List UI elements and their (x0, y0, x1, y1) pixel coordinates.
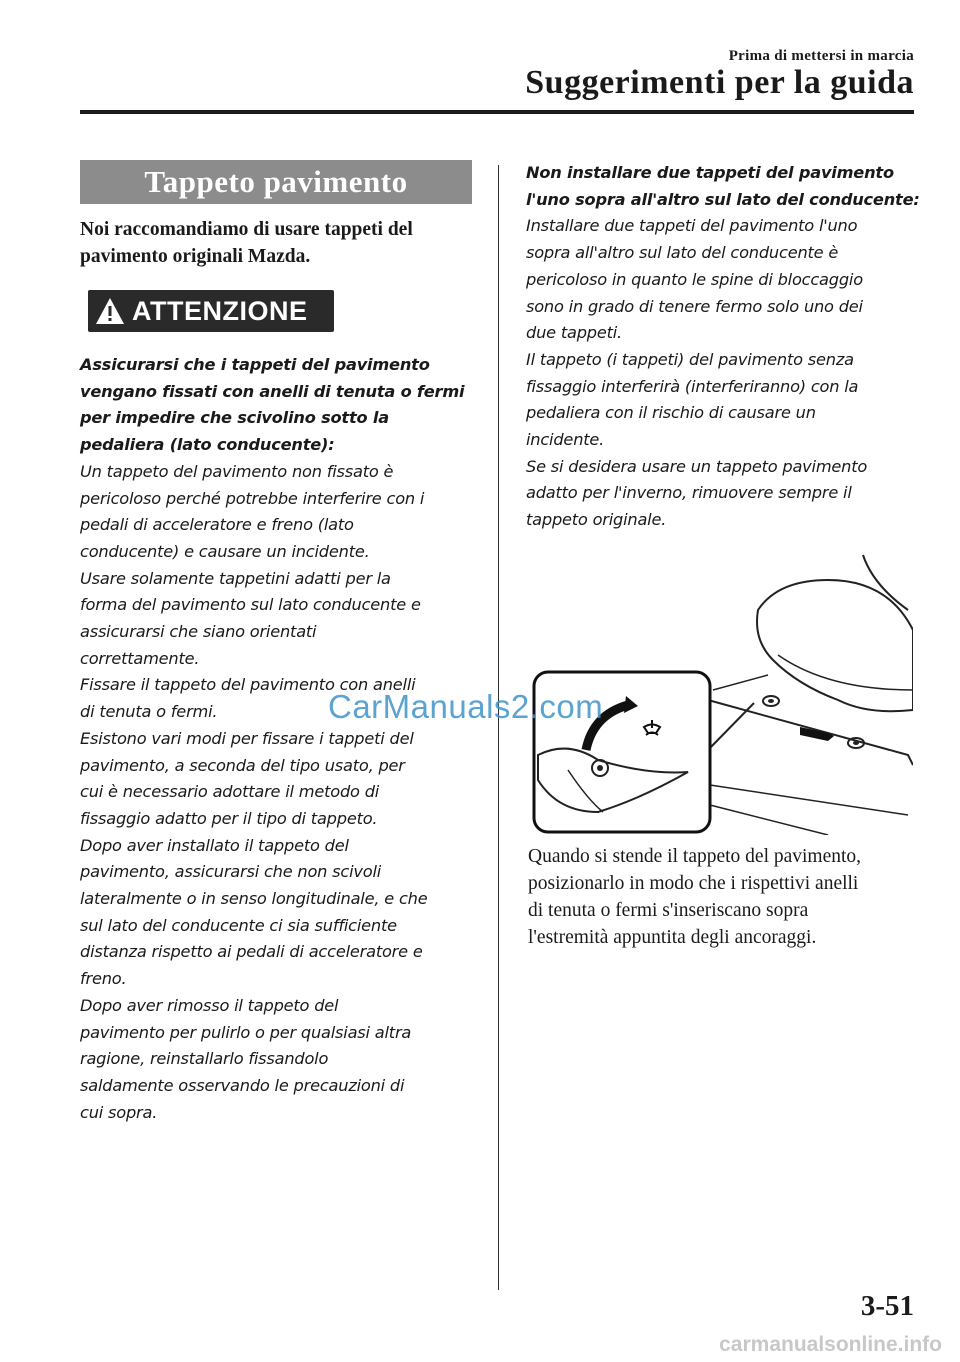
text-line: fissaggio interferirà (interferiranno) con la (526, 376, 859, 396)
page-number: 3-51 (860, 1290, 914, 1322)
caption-line: posizionarlo in modo che i rispettivi anelli (528, 873, 859, 894)
text-line: pericoloso in quanto le spine di bloccaggio (526, 269, 863, 289)
text-line: cui è necessario adottare il metodo di (80, 782, 380, 802)
text-line: incidente. (526, 430, 605, 450)
header-chapter: Suggerimenti per la guida (525, 64, 914, 101)
text-line: correttamente. (80, 648, 200, 668)
text-line: vengano fissati con anelli di tenuta o fermi (80, 381, 465, 401)
text-line: due tappeti. (526, 323, 623, 343)
text-line: sono in grado di tenere fermo solo uno dei (526, 296, 863, 316)
text-line: pavimento, assicurarsi che non scivoli (80, 862, 382, 882)
text-line: pavimento, a seconda del tipo usato, per (80, 755, 405, 775)
text-line: sopra all'altro sul lato del conducente è (526, 243, 839, 263)
text-line: Dopo aver installato il tappeto del (80, 835, 349, 855)
caption-line: Quando si stende il tappeto del pavimento, (528, 846, 862, 867)
text-line: pedaliera con il rischio di causare un (526, 403, 816, 423)
text-line: Esistono vari modi per fissare i tappeti del (80, 728, 414, 748)
text-line: tappeto originale. (526, 510, 667, 530)
text-line: freno. (80, 969, 127, 989)
text-line: Assicurarsi che i tappeti del pavimento (80, 355, 430, 374)
text-line: Se si desidera usare un tappeto pavimento (526, 456, 868, 476)
text-line: pavimento per pulirlo o per qualsiasi altra (80, 1022, 412, 1042)
text-line: Fissare il tappeto del pavimento con anelli (80, 675, 416, 695)
header-rule (80, 110, 914, 114)
watermark-link[interactable]: CarManuals2.com (328, 688, 604, 725)
text-line: assicurarsi che siano orientati (80, 622, 317, 642)
text-line: pericoloso perché potrebbe interferire con i (80, 488, 425, 508)
text-line: fissaggio adatto per il tipo di tappeto. (80, 808, 378, 828)
text-line: sul lato del conducente ci sia sufficiente (80, 915, 397, 935)
text-line: di tenuta o fermi. (80, 702, 218, 722)
footer-watermark: carmanualsonline.info (719, 1333, 942, 1356)
text-line: Usare solamente tappetini adatti per la (80, 568, 391, 588)
text-line: l'uno sopra all'altro sul lato del conducente: (526, 189, 920, 209)
text-line: Il tappeto (i tappeti) del pavimento senza (526, 349, 854, 369)
text-line: per impedire che scivolino sotto la (80, 408, 389, 428)
text-line: Dopo aver rimosso il tappeto del (80, 995, 339, 1015)
left-column (80, 160, 472, 1126)
illustration-caption (528, 843, 918, 951)
text-line: cui sopra. (80, 1102, 158, 1122)
text-line: adatto per l'inverno, rimuovere sempre il (526, 483, 852, 503)
text-line: forma del pavimento sul lato conducente e (80, 595, 421, 615)
text-line: ragione, reinstallarlo fissandolo (80, 1049, 329, 1069)
section-title: Tappeto pavimento (144, 164, 408, 199)
warning-icon (94, 296, 126, 326)
text-line: pedaliera (lato conducente): (80, 435, 335, 455)
warning-label: ATTENZIONE (132, 295, 308, 326)
text-line: Installare due tappeti del pavimento l'uno (526, 216, 858, 236)
column-divider (498, 165, 499, 1290)
warning-banner (88, 290, 334, 332)
text-line: pedali di acceleratore e freno (lato (80, 515, 354, 535)
intro-text: Noi raccomandiamo di usare tappeti del pavimento originali Mazda. (80, 219, 413, 267)
text-line: conducente) e causare un incidente. (80, 541, 370, 561)
text-line: Un tappeto del pavimento non fissato è (80, 461, 394, 481)
text-line: lateralmente o in senso longitudinale, e che (80, 889, 428, 909)
warning-text (80, 352, 472, 1126)
text-line: distanza rispetto ai pedali di acceleratore e (80, 942, 423, 962)
section-title-box (80, 160, 472, 204)
text-line: saldamente osservando le precauzioni di (80, 1075, 405, 1095)
text-line: Non installare due tappeti del pavimento (526, 163, 894, 182)
right-column (526, 160, 926, 534)
caption-line: di tenuta o fermi s'inseriscano sopra (528, 900, 809, 921)
caption-line: l'estremità appuntita degli ancoraggi. (528, 927, 817, 948)
header-section: Prima di mettersi in marcia (728, 48, 914, 64)
